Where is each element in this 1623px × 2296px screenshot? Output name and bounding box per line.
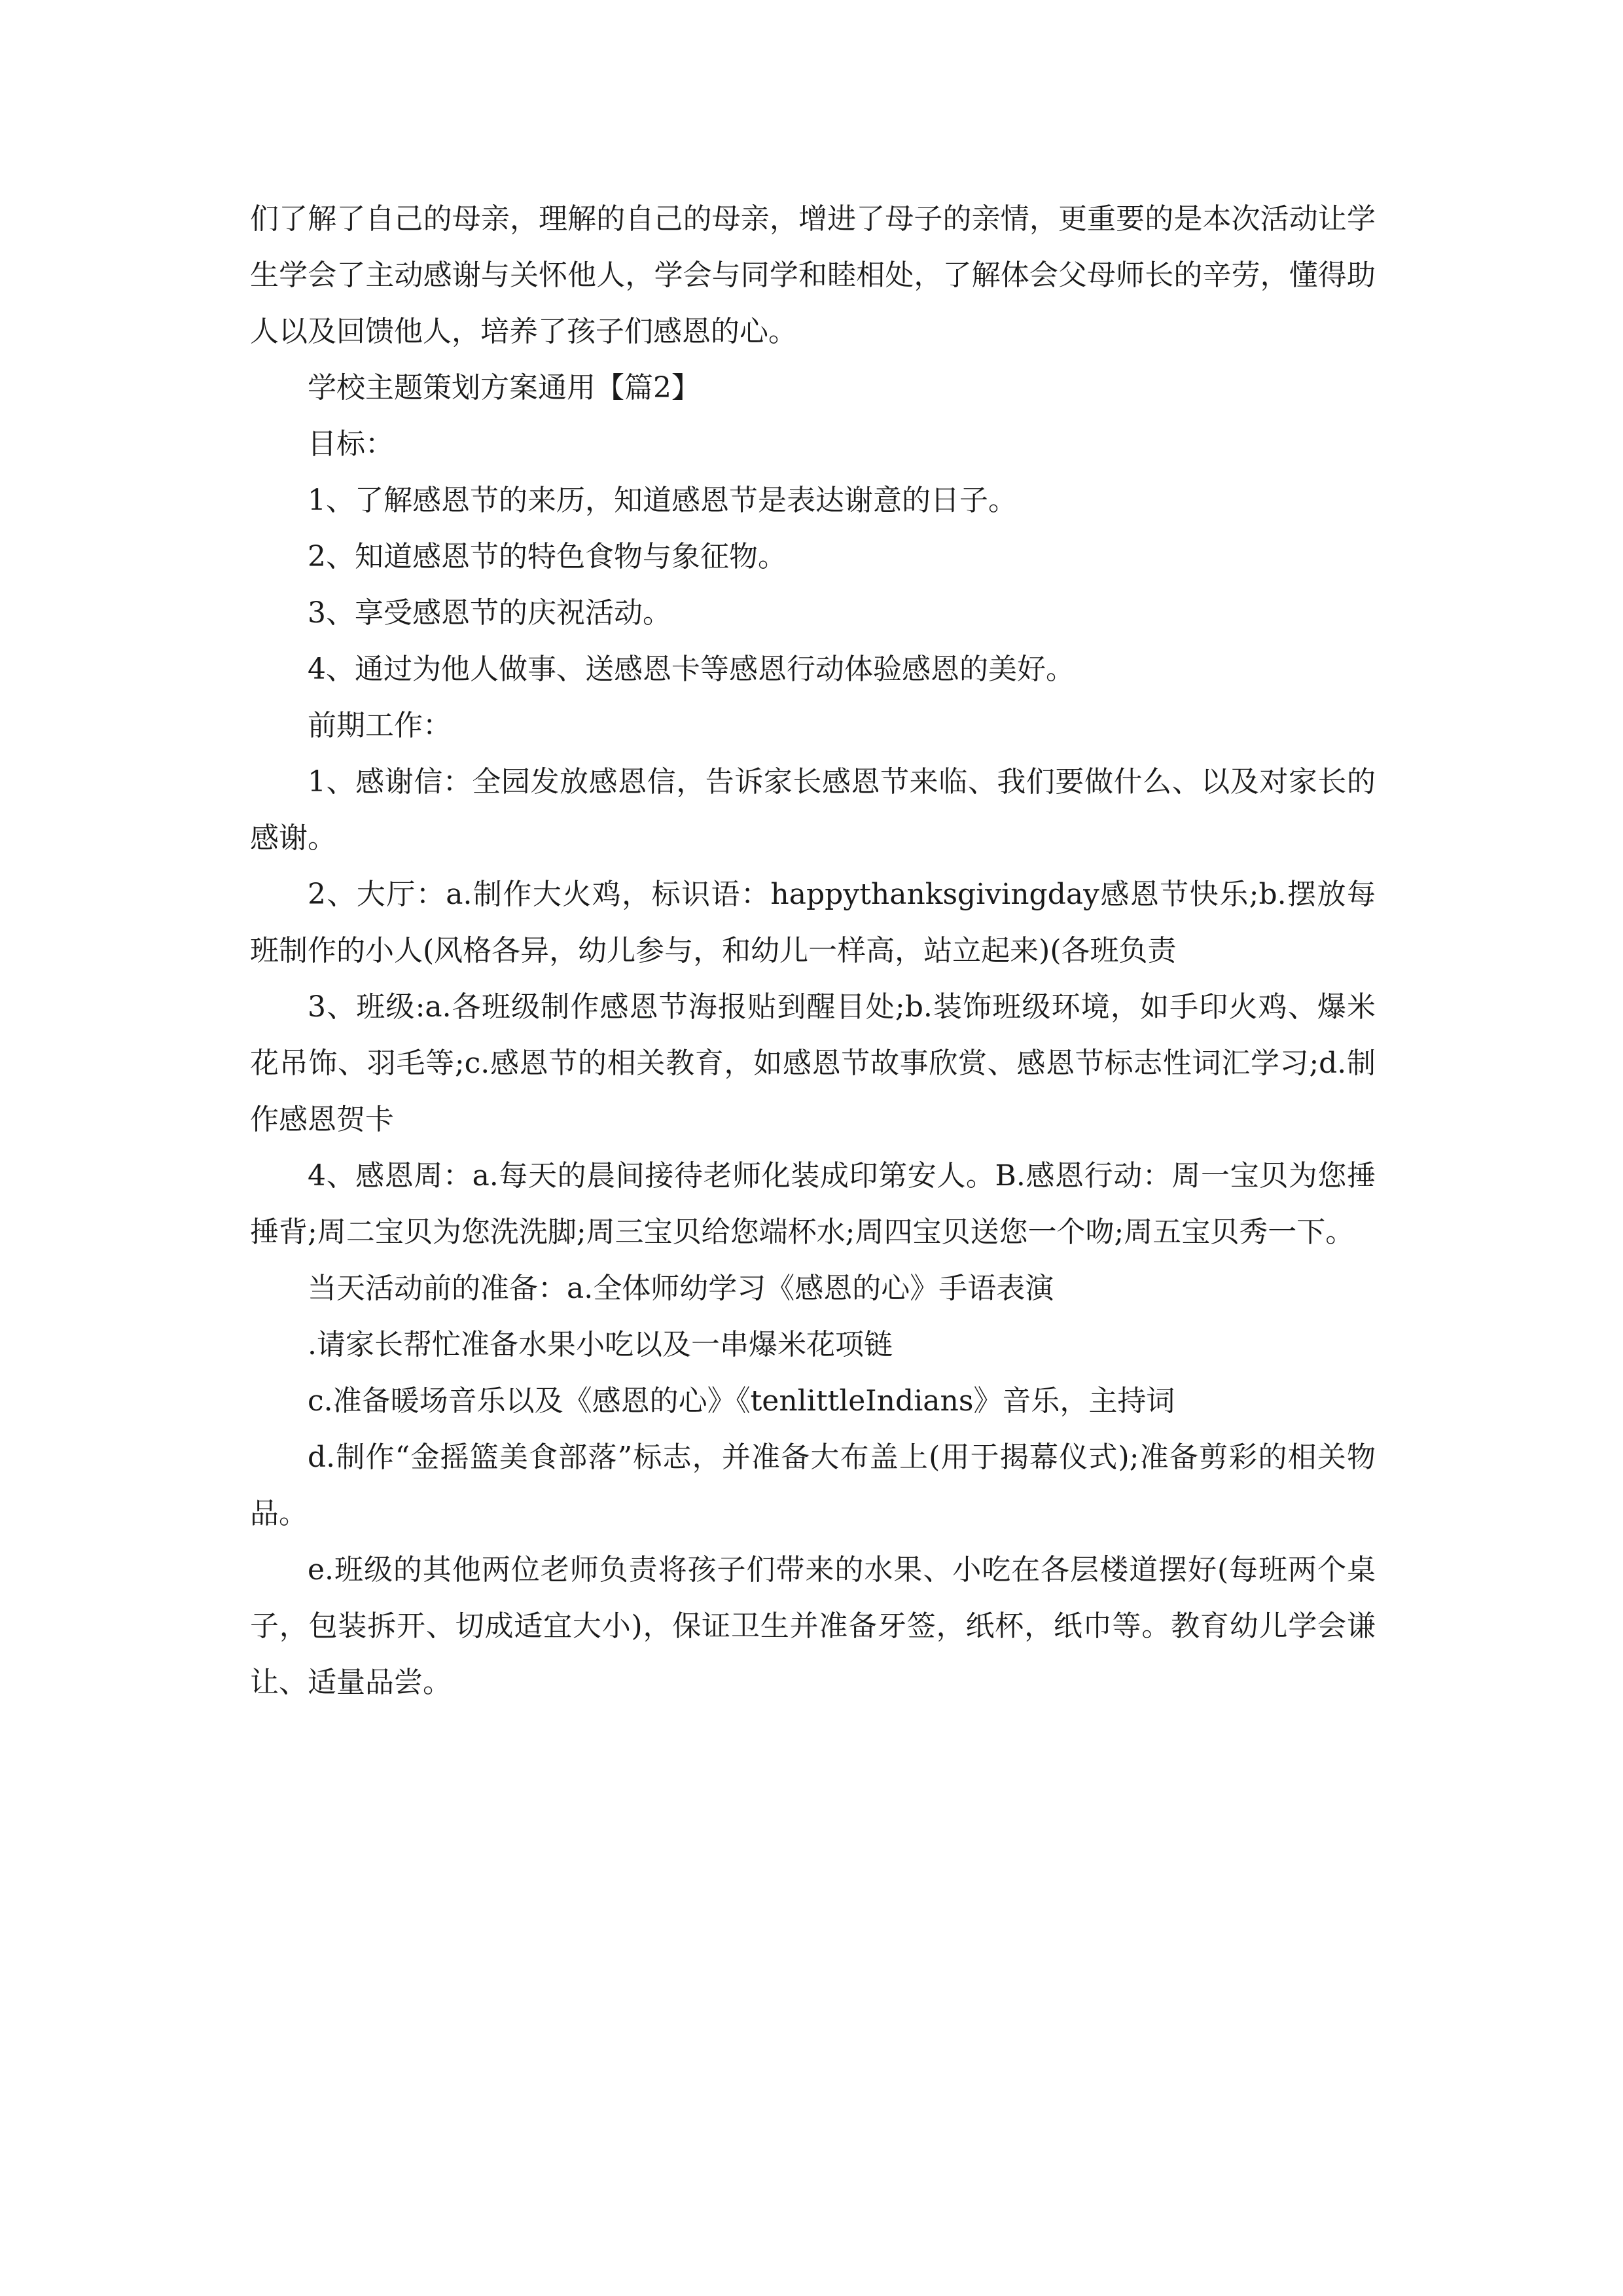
- preparation-item-4: 4、感恩周：a.每天的晨间接待老师化装成印第安人。B.感恩行动：周一宝贝为您捶捶背;周二宝贝为您洗洗脚;周三宝贝给您端杯水;周四宝贝送您一个吻;周五宝贝秀一下。: [250, 1159, 1376, 1249]
- goal-item-1: 1、了解感恩节的来历，知道感恩节是表达谢意的日子。: [308, 484, 1017, 517]
- day-preparation-a: 当天活动前的准备：a.全体师幼学习《感恩的心》手语表演: [308, 1272, 1054, 1305]
- section-heading: 学校主题策划方案通用【篇2】: [308, 371, 700, 404]
- day-preparation-e: e.班级的其他两位老师负责将孩子们带来的水果、小吃在各层楼道摆好(每班两个桌子，包装拆开、切成适宜大小)，保证卫生并准备牙签，纸杯，纸巾等。教育幼儿学会谦让、适量品尝。: [250, 1553, 1376, 1699]
- preparation-item-1: 1、感谢信：全园发放感恩信，告诉家长感恩节来临、我们要做什么、以及对家长的感谢。: [250, 765, 1376, 855]
- document-body: [250, 191, 1376, 1711]
- goal-item-2: 2、知道感恩节的特色食物与象征物。: [308, 540, 787, 573]
- goal-item-3: 3、享受感恩节的庆祝活动。: [308, 596, 671, 630]
- paragraph-intro-continuation: 们了解了自己的母亲，理解的自己的母亲，增进了母子的亲情，更重要的是本次活动让学生学会了主动感谢与关怀他人，学会与同学和睦相处，了解体会父母师长的辛劳，懂得助人以及回馈他人，培养了孩子们感恩的心。: [250, 202, 1376, 348]
- preparation-item-2: 2、大厅：a.制作大火鸡，标识语：happythanksgivingday感恩节快乐;b.摆放每班制作的小人(风格各异，幼儿参与，和幼儿一样高，站立起来)(各班负责: [250, 878, 1376, 967]
- preparation-item-3: 3、班级:a.各班级制作感恩节海报贴到醒目处;b.装饰班级环境，如手印火鸡、爆米花吊饰、羽毛等;c.感恩节的相关教育，如感恩节故事欣赏、感恩节标志性词汇学习;d.制作感恩贺卡: [250, 990, 1376, 1136]
- goal-item-4: 4、通过为他人做事、送感恩卡等感恩行动体验感恩的美好。: [308, 653, 1075, 686]
- day-preparation-b: .请家长帮忙准备水果小吃以及一串爆米花项链: [308, 1328, 893, 1361]
- day-preparation-c: c.准备暖场音乐以及《感恩的心》《tenlittleIndians》音乐，主持词: [308, 1384, 1175, 1418]
- goals-heading: 目标：: [308, 427, 394, 461]
- day-preparation-d: d.制作“金摇篮美食部落”标志，并准备大布盖上(用于揭幕仪式);准备剪彩的相关物品。: [250, 1441, 1376, 1530]
- preparation-heading: 前期工作：: [308, 709, 452, 742]
